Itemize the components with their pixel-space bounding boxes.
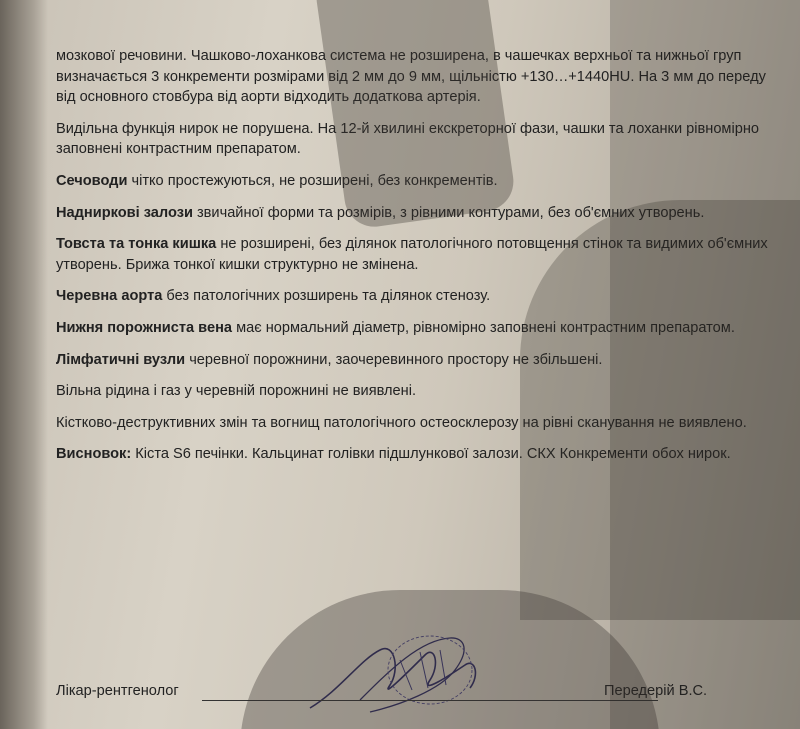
paragraph-text: звичайної форми та розмірів, з рівними контурами, без об'ємних утворень. (192, 204, 705, 221)
paragraph-text: не розширені, без ділянок патологічного потовщення стінок та видимих об'ємних утворень. Брижа тонкої кишки структурно не змінена. (56, 236, 768, 273)
paragraph-text: черевної порожнини, заочеревинного простору не збільшені. (185, 351, 603, 368)
paragraph-conclusion (56, 444, 768, 465)
signature-block (56, 683, 756, 707)
doctor-title: Лікар-рентгенолог (56, 683, 179, 699)
paragraph-adrenal-glands (56, 203, 768, 224)
report-body (56, 46, 768, 476)
paragraph-heading: Лімфатичні вузли (56, 351, 186, 368)
paragraph-intestine (56, 234, 768, 275)
paragraph-aorta (56, 286, 768, 307)
signature-underline (202, 700, 658, 701)
paragraph-lymph-nodes (56, 350, 768, 371)
paragraph-heading: Черевна аорта (56, 288, 163, 305)
paragraph-ureters (56, 171, 768, 192)
paragraph-heading: Нижня порожниста вена (56, 319, 233, 336)
paper-edge-shadow (0, 0, 48, 729)
paragraph-text: має нормальний діаметр, рівномірно заповнені контрастним препаратом. (232, 319, 735, 336)
paragraph-excretory-function (56, 119, 768, 160)
paragraph-free-fluid (56, 381, 768, 402)
paragraph-text: Кістково-деструктивних змін та вогнищ патологічного остеосклерозу на рівні сканування не виявлено. (56, 414, 747, 431)
paragraph-heading: Товста та тонка кишка (56, 236, 217, 253)
paragraph-kidney-calculi (56, 46, 768, 108)
conclusion-text: Кіста S6 печінки. Кальцинат голівки підшлункової залози. СКХ Конкременти обох нирок. (131, 446, 731, 463)
doctor-name: Передерій В.С. (604, 683, 708, 699)
conclusion-heading: Висновок: (56, 446, 132, 463)
paragraph-text: чітко простежуються, не розширені, без конкрементів. (127, 172, 498, 189)
paragraph-text: без патологічних розширень та ділянок стенозу. (162, 288, 491, 305)
paragraph-heading: Надниркові залози (56, 204, 193, 221)
paragraph-text: Вільна рідина і газ у черевній порожнині не виявлені. (56, 383, 417, 400)
paragraph-bone-changes (56, 413, 768, 434)
paragraph-vena-cava (56, 318, 768, 339)
paragraph-heading: Сечоводи (56, 172, 128, 189)
paragraph-text: мозкової речовини. Чашково-лоханкова система не розширена, в чашечках верхньої та нижньої груп визначається 3 конкременти розмірами від 2 мм до 9 мм, щільністю +130…+1440HU. На 3 мм до переду від основного стовбура від аорти відходить додаткова артерія. (56, 48, 766, 106)
paragraph-text: Видільна функція нирок не порушена. На 12-й хвилині екскреторної фази, чашки та лоханки рівномірно заповнені контрастним препаратом. (56, 120, 760, 158)
